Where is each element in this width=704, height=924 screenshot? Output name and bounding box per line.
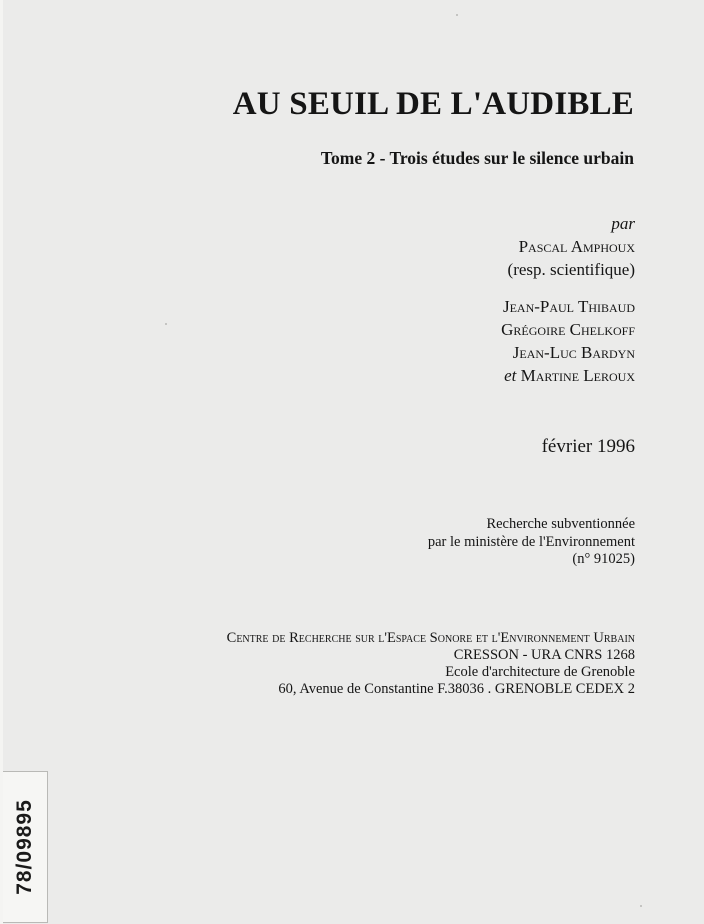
funding-line: Recherche subventionnée xyxy=(486,516,635,532)
lead-author-role: (resp. scientifique) xyxy=(507,260,635,279)
co-author: Jean-Luc Bardyn xyxy=(512,343,635,362)
co-author: Grégoire Chelkoff xyxy=(501,320,635,339)
call-number-label xyxy=(3,771,48,923)
last-author-prefix: et xyxy=(504,366,517,385)
institution-school: Ecole d'architecture de Grenoble xyxy=(445,664,635,680)
co-author: Jean-Paul Thibaud xyxy=(502,297,635,316)
paper-fleck xyxy=(640,905,642,907)
author-block xyxy=(501,212,635,387)
funding-line: par le ministère de l'Environnement xyxy=(427,533,635,550)
institution-unit: CRESSON - URA CNRS 1268 xyxy=(453,647,635,663)
call-number: 78/09895 xyxy=(13,799,36,895)
publication-date: février 1996 xyxy=(541,436,635,457)
lead-author: Pascal Amphoux xyxy=(518,237,635,256)
paper-fleck xyxy=(456,14,458,16)
funding-block xyxy=(428,516,635,569)
institution-name: Centre de Recherche sur l'Espace Sonore et l'Environnement Urbain xyxy=(226,630,635,646)
by-line: par xyxy=(611,214,635,233)
last-author: Martine Leroux xyxy=(520,366,635,385)
funding-number: (n° 91025) xyxy=(572,551,635,567)
institution-address: 60, Avenue de Constantine F.38036 . GRENOBLE CEDEX 2 xyxy=(278,681,635,697)
paper-fleck xyxy=(165,323,167,325)
document-title: AU SEUIL DE L'AUDIBLE xyxy=(232,86,634,122)
institution-block xyxy=(227,630,635,698)
last-author-line xyxy=(501,364,635,387)
document-subtitle: Tome 2 - Trois études sur le silence urbain xyxy=(320,148,634,168)
